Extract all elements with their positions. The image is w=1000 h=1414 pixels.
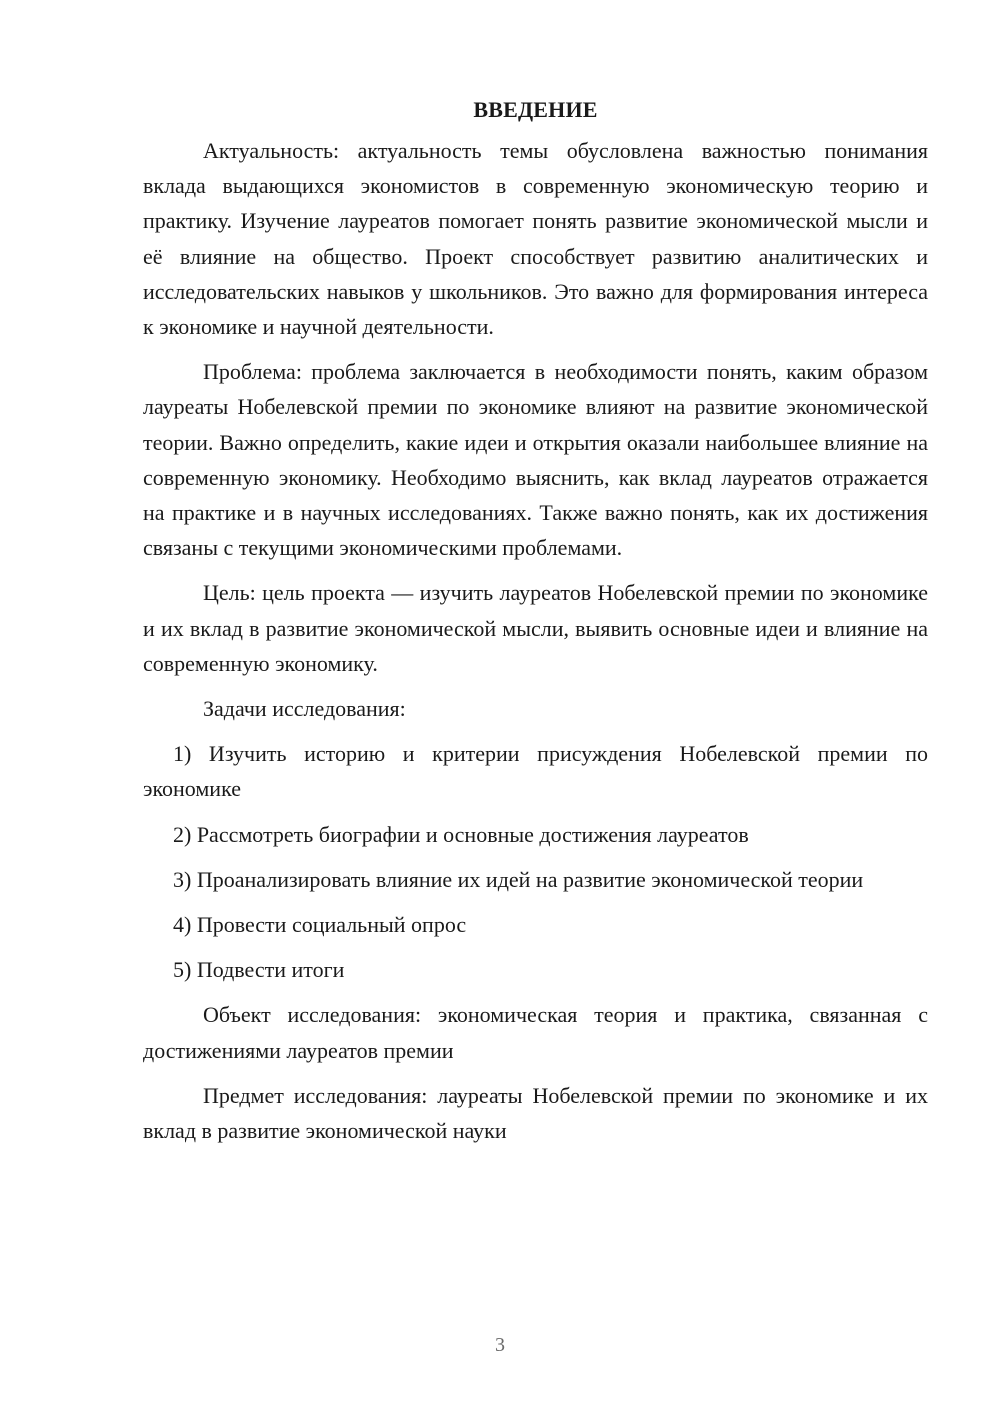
document-page <box>143 92 928 1158</box>
paragraph-subject: Предмет исследования: лауреаты Нобелевской премии по экономике и их вклад в развитие экономической науки <box>143 1082 928 1144</box>
task-item-1: 1) Изучить историю и критерии присуждения Нобелевской премии по экономике <box>143 741 928 802</box>
task-item-5: 5) Подвести итоги <box>173 957 345 983</box>
section-title: ВВЕДЕНИЕ <box>473 97 598 122</box>
paragraph-problem: Проблема: проблема заключается в необходимости понять, каким образом лауреаты Нобелевской премии по экономике влияют на развитие экономической теории. Важно определить, какие идеи и открытия оказали наибольшее влияние на современную экономику. Необходимо выяснить, как вклад лауреатов отражается на практике и в научных исследованиях. Также важно понять, как их достижения связаны с текущими экономическими проблемами. <box>143 359 928 561</box>
paragraph-object: Объект исследования: экономическая теория и практика, связанная с достижениями лауреатов премии <box>143 1002 928 1063</box>
paragraph-goal: Цель: цель проекта — изучить лауреатов Нобелевской премии по экономике и их вклад в развитие экономической мысли, выявить основные идеи и влияние на современную экономику. <box>143 580 928 676</box>
task-item-4: 4) Провести социальный опрос <box>173 912 467 938</box>
task-item-3: 3) Проанализировать влияние их идей на развитие экономической теории <box>173 866 864 892</box>
paragraph-relevance: Актуальность: актуальность темы обусловлена важностью понимания вклада выдающихся экономистов в современную экономическую теорию и практику. Изучение лауреатов помогает понять развитие экономической мысли и её влияние на общество. Проект способствует развитию аналитических и исследовательских навыков у школьников. Это важно для формирования интереса к экономике и научной деятельности. <box>143 138 928 340</box>
tasks-heading: Задачи исследования: <box>203 696 406 722</box>
page-number: 3 <box>495 1334 505 1356</box>
task-item-2: 2) Рассмотреть биографии и основные достижения лауреатов <box>173 821 749 847</box>
